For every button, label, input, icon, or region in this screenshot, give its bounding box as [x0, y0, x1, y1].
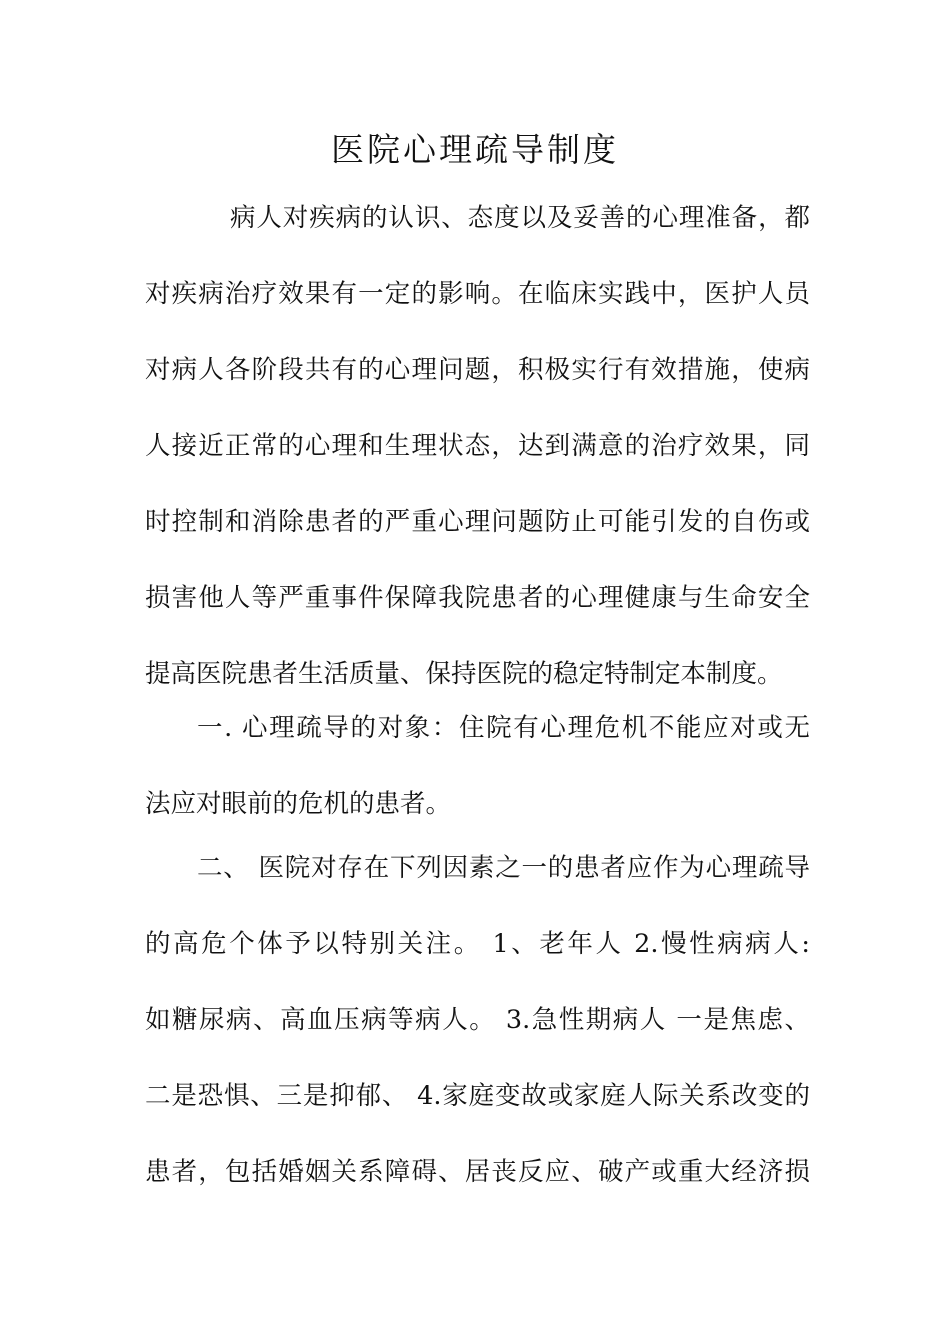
section-heading-line: 一. 心理疏导的对象：住院有心理危机不能应对或无 — [197, 713, 810, 743]
paragraph-line: 提高医院患者生活质量、保持医院的稳定特制定本制度。 — [145, 659, 783, 689]
paragraph-line: 损害他人等严重事件保障我院患者的心理健康与生命安全 — [145, 583, 810, 613]
paragraph-line: 如糖尿病、高血压病等病人。 3.急性期病人 一是焦虑、 — [145, 1005, 810, 1035]
paragraph-line: 对病人各阶段共有的心理问题，积极实行有效措施，使病 — [145, 355, 810, 385]
paragraph-line: 对疾病治疗效果有一定的影响。在临床实践中，医护人员 — [145, 279, 810, 309]
paragraph-line: 患者，包括婚姻关系障碍、居丧反应、破产或重大经济损 — [145, 1157, 810, 1187]
paragraph-line: 法应对眼前的危机的患者。 — [145, 789, 452, 819]
paragraph-line: 病人对疾病的认识、态度以及妥善的心理准备，都 — [230, 203, 810, 233]
paragraph-line: 人接近正常的心理和生理状态，达到满意的治疗效果，同 — [145, 431, 810, 461]
paragraph-line: 的高危个体予以特别关注。 1、老年人 2.慢性病病人: — [145, 929, 810, 959]
paragraph-line: 时控制和消除患者的严重心理问题防止可能引发的自伤或 — [145, 507, 810, 537]
section-heading-line: 二、 医院对存在下列因素之一的患者应作为心理疏导 — [197, 853, 810, 883]
paragraph-line: 二是恐惧、三是抑郁、 4.家庭变故或家庭人际关系改变的 — [145, 1081, 810, 1111]
document-title: 医院心理疏导制度 — [331, 130, 619, 169]
